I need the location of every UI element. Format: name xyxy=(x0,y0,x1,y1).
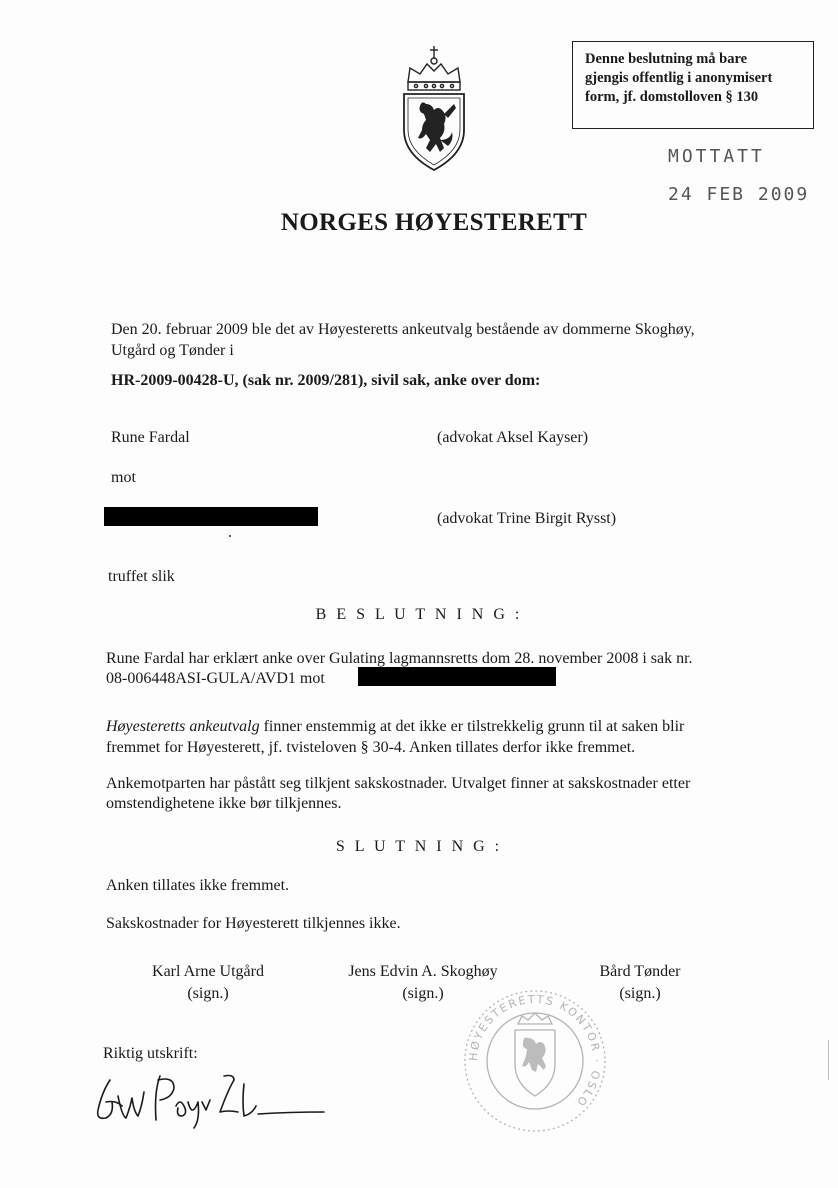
received-stamp-date: 24 FEB 2009 xyxy=(668,184,810,205)
judge-name: Jens Edvin A. Skoghøy xyxy=(348,963,498,980)
decision-p1-line-2: 08-006448ASI-GULA/AVD1 mot xyxy=(106,670,325,687)
case-reference: HR-2009-00428-U, (sak nr. 2009/281), sivil sak, anke over dom: xyxy=(111,372,541,389)
judge-name: Bård Tønder xyxy=(599,963,681,980)
anonymisation-notice-box xyxy=(572,41,814,129)
intro-line-2: Utgård og Tønder i xyxy=(111,342,234,359)
judge-signature-1 xyxy=(128,961,288,1005)
decision-p2-line-1-rest: finner enstemmig at det ikke er tilstrekkelig grunn til at saken blir xyxy=(259,718,685,735)
appellant-name: Rune Fardal xyxy=(111,429,190,446)
versus-text: mot xyxy=(111,469,136,486)
conclusion-line-1: Anken tillates ikke fremmet. xyxy=(106,877,290,894)
decision-p2-line-2: fremmet for Høyesterett, jf. tvisteloven § 30-4. Anken tillates derfor ikke fremmet. xyxy=(106,739,636,756)
judge-sign-mark: (sign.) xyxy=(619,985,661,1002)
decision-p2-line-1 xyxy=(106,716,684,737)
appellant-counsel: (advokat Aksel Kayser) xyxy=(437,429,589,446)
seal-text: HØYESTERETTS KONTOR · OSLO xyxy=(466,992,604,1110)
scan-edge-mark xyxy=(828,1040,829,1080)
notice-line-2: gjengis offentlig i anonymisert xyxy=(585,70,773,86)
intro-line-1: Den 20. februar 2009 ble det av Høyesteretts ankeutvalg bestående av dommerne Skoghøy, xyxy=(111,321,695,338)
coat-of-arms-emblem xyxy=(396,44,472,172)
decision-panel-name: Høyesteretts ankeutvalg xyxy=(106,718,260,735)
decision-p1-line-1: Rune Fardal har erklært anke over Gulating lagmannsretts dom 28. november 2008 i sak nr. xyxy=(106,650,693,667)
scan-speck xyxy=(229,535,231,537)
redacted-respondent-name-2 xyxy=(358,667,556,686)
notice-line-1: Denne beslutning må bare xyxy=(585,51,748,67)
conclusion-heading: S L U T N I N G : xyxy=(335,838,503,855)
judge-sign-mark: (sign.) xyxy=(187,985,229,1002)
handwritten-signature xyxy=(88,1062,338,1132)
decision-heading: B E S L U T N I N G : xyxy=(315,606,523,623)
redacted-respondent-name xyxy=(104,507,318,526)
decided-text: truffet slik xyxy=(108,568,175,585)
conclusion-line-2: Sakskostnader for Høyesterett tilkjennes ikke. xyxy=(106,915,401,932)
decision-p3-line-1: Ankemotparten har påstått seg tilkjent sakskostnader. Utvalget finner at sakskostnader etter xyxy=(106,775,691,792)
notice-line-3: form, jf. domstolloven § 130 xyxy=(585,89,759,105)
court-title: NORGES HØYESTERETT xyxy=(280,209,588,236)
respondent-counsel: (advokat Trine Birgit Rysst) xyxy=(437,510,617,527)
judge-sign-mark: (sign.) xyxy=(402,985,444,1002)
judge-name: Karl Arne Utgård xyxy=(152,963,264,980)
received-stamp-label: MOTTATT xyxy=(668,146,765,167)
official-court-seal xyxy=(460,986,610,1136)
certified-copy-label: Riktig utskrift: xyxy=(103,1045,198,1062)
decision-p3-line-2: omstendighetene ikke bør tilkjennes. xyxy=(106,795,342,812)
